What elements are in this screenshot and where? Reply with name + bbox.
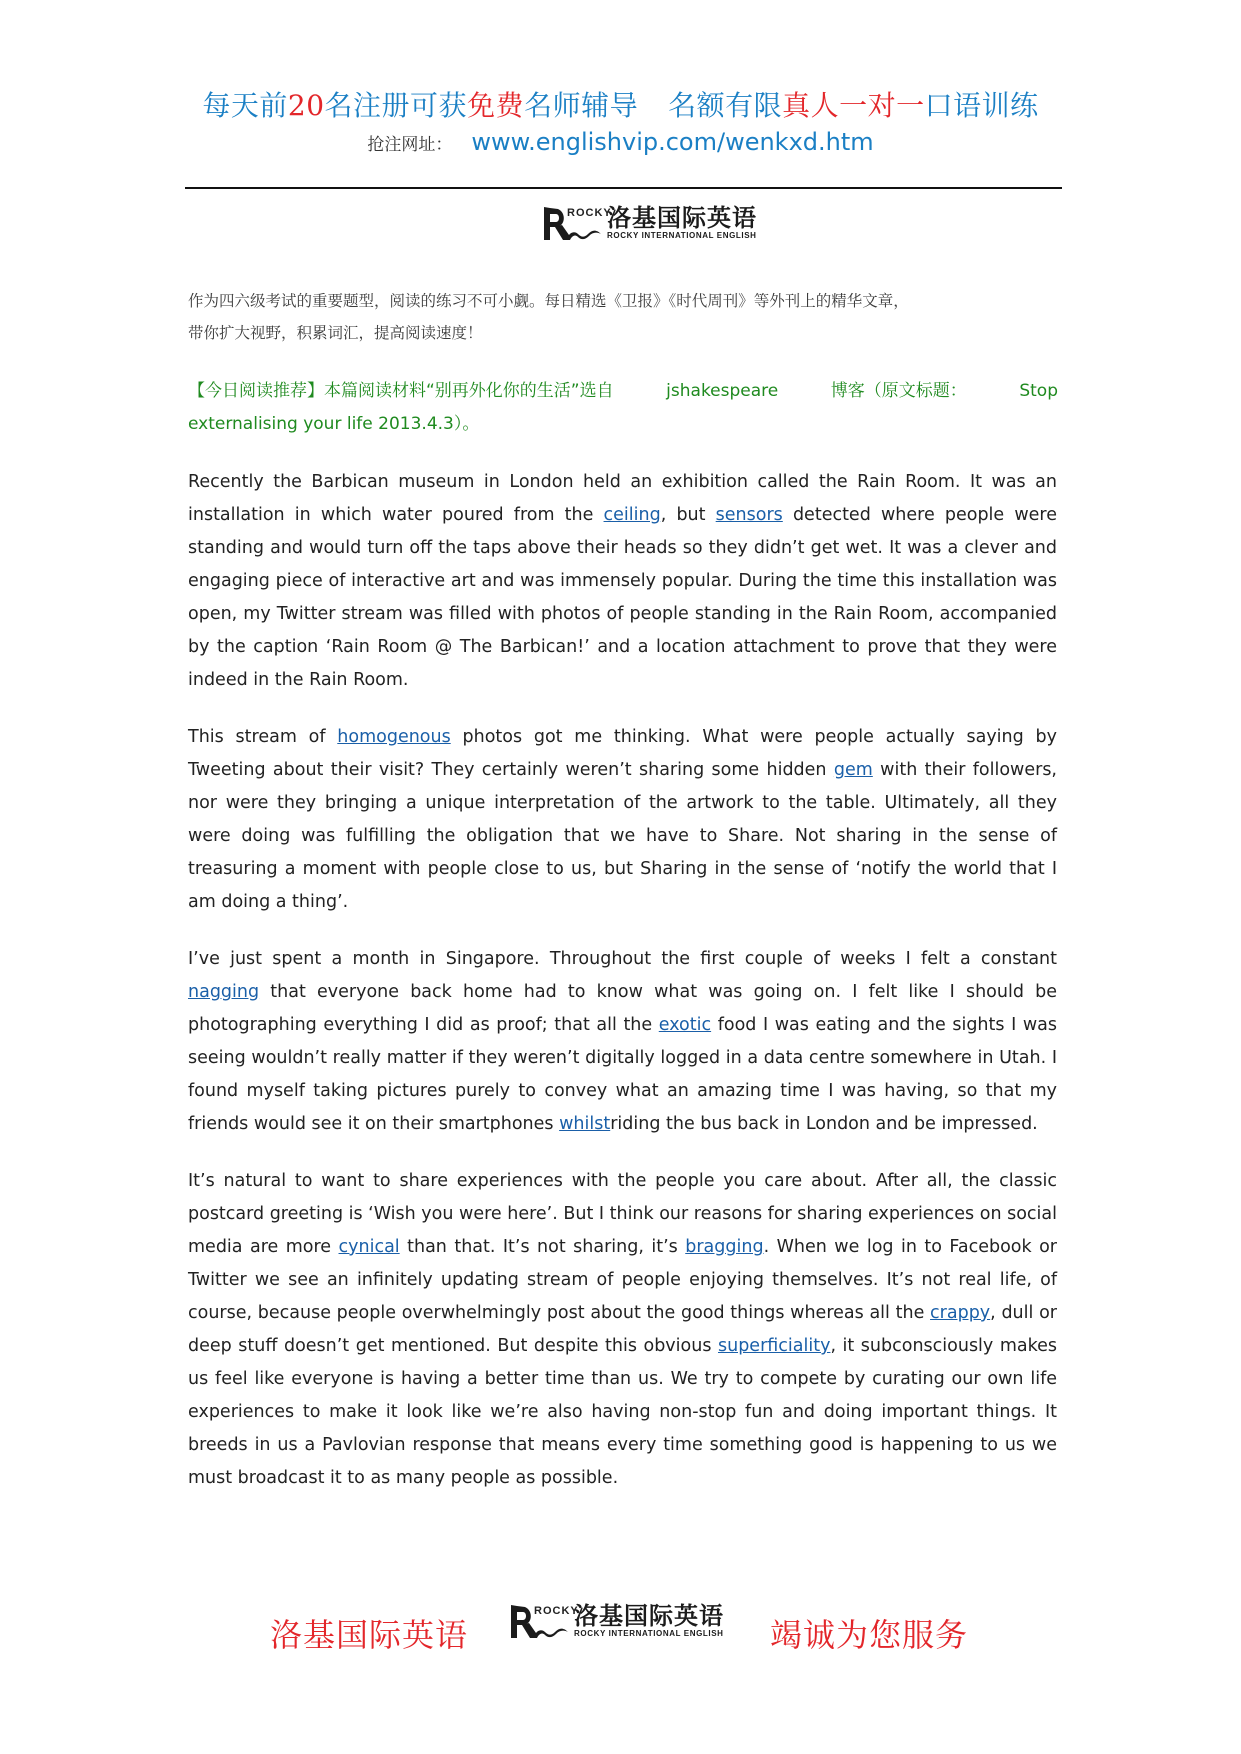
logo-chinese-name: 洛基国际英语 (574, 1602, 724, 1630)
logo-english-name: ROCKY INTERNATIONAL ENGLISH (607, 231, 757, 240)
intro-line: 带你扩大视野，积累词汇，提高阅读速度！ (188, 324, 483, 342)
paragraph-text: This stream of (188, 727, 338, 747)
vocabulary-link[interactable]: whilst (559, 1114, 611, 1134)
vocabulary-link[interactable]: superficiality (717, 1336, 831, 1356)
header-divider (185, 187, 1062, 189)
footer-slogan: 竭诚为您服务 (770, 1616, 969, 1654)
vocabulary-link[interactable]: exotic (658, 1015, 712, 1035)
recommendation-line (188, 375, 1058, 408)
paragraph-text: photos got me thinking. What were people actually saying by Tweeting about their visit? They certainly weren’t sharing some hidden (188, 727, 1057, 780)
article-body (188, 466, 1057, 1495)
paragraph-text: , dull or deep stuff doesn’t get mentioned. But despite this obvious (188, 1303, 1057, 1356)
paragraph-text: , it subconsciously makes us feel like everyone is having a better time than us. We try to compete by curating our own life experiences to make it look like we’re also having non-stop fun and doing important things. It breeds in us a Pavlovian response that means every time something good is happening to us we must broadcast it to as many people as possible. (188, 1336, 1057, 1488)
paragraph-text: , but (660, 505, 716, 525)
intro-text (188, 285, 1058, 349)
intro-line: 作为四六级考试的重要题型，阅读的练习不可小觑。每日精选《卫报》《时代周刊》等外刊上的精华文章， (188, 292, 909, 310)
recommendation-title: 【今日阅读推荐】本篇阅读材料“别再外化你的生活”选自 (188, 381, 614, 401)
promo-segment: 口语训练 (924, 89, 1039, 122)
article-paragraph (188, 466, 1057, 697)
rocky-logo-icon (541, 203, 612, 243)
recommendation-line: externalising your life 2013.4.3）。 (188, 414, 480, 434)
logo-english-name: ROCKY INTERNATIONAL ENGLISH (574, 1629, 724, 1638)
article-paragraph (188, 1165, 1057, 1495)
recommendation-source: jshakespeare (666, 381, 779, 401)
vocabulary-link[interactable]: ceiling (603, 505, 661, 525)
register-line (0, 128, 1241, 156)
promo-segment: 免费 (467, 89, 525, 122)
paragraph-text: detected where people were standing and would turn off the taps above their heads so they didn’t get wet. It was a clever and engaging piece of interactive art and was immensely popular. During the time this installation was open, my Twitter stream was filled with photos of people standing in the Rain Room, accompanied by the caption ‘Rain Room @ The Barbican!’ and a location attachment to prove that they were indeed in the Rain Room. (188, 505, 1057, 690)
promo-segment: 真人一对一 (782, 89, 925, 122)
rocky-logo-icon (508, 1601, 579, 1641)
article-paragraph (188, 943, 1057, 1141)
vocabulary-link[interactable]: gem (833, 760, 873, 780)
logo-text (574, 1603, 724, 1639)
footer-brand: 洛基国际英语 (270, 1616, 469, 1654)
svg-text:ROCKY: ROCKY (534, 1605, 579, 1617)
vocabulary-link[interactable]: homogenous (337, 727, 451, 747)
register-link[interactable]: www.englishvip.com/wenkxd.htm (471, 128, 874, 156)
vocabulary-link[interactable]: nagging (188, 982, 260, 1002)
article-paragraph (188, 721, 1057, 919)
header-logo (541, 203, 757, 243)
promo-banner (0, 86, 1241, 126)
paragraph-text: riding the bus back in London and be impressed. (610, 1114, 1038, 1134)
paragraph-text: that everyone back home had to know what was going on. I felt like I should be photographing everything I did as proof; that all the (188, 982, 1057, 1035)
vocabulary-link[interactable]: crappy (930, 1303, 991, 1323)
paragraph-text: It’s natural to want to share experiences with the people you care about. After all, the classic postcard greeting is ‘Wish you were here’. But I think our reasons for sharing experiences on social media are more (188, 1171, 1057, 1257)
paragraph-text: Recently the Barbican museum in London held an exhibition called the Rain Room. It was an installation in which water poured from the (188, 472, 1057, 525)
recommendation-original-label: 博客（原文标题： (830, 381, 967, 401)
promo-segment: 名师辅导 (524, 89, 639, 122)
paragraph-text: with their followers, nor were they bringing a unique interpretation of the artwork to the table. Ultimately, all they were doing was fulfilling the obligation that we have to Share. Not sharing in the sense of treasuring a moment with people close to us, but Sharing in the sense of ‘notify the world that I am doing a thing’. (188, 760, 1057, 912)
vocabulary-link[interactable]: cynical (338, 1237, 400, 1257)
promo-segment: 20 (287, 89, 325, 122)
vocabulary-link[interactable]: sensors (715, 505, 783, 525)
logo-chinese-name: 洛基国际英语 (607, 204, 757, 232)
footer-logo (508, 1601, 724, 1641)
svg-text:ROCKY: ROCKY (567, 207, 612, 219)
promo-segment: 每天前 (202, 89, 288, 122)
register-label: 抢注网址： (367, 135, 453, 155)
promo-segment: 名注册可获 (324, 89, 468, 122)
paragraph-text: I’ve just spent a month in Singapore. Throughout the first couple of weeks I felt a constant (188, 949, 1057, 969)
logo-text (607, 205, 757, 241)
reading-recommendation (188, 375, 1058, 441)
promo-segment: 名额有限 (668, 89, 783, 122)
recommendation-original-title: Stop (1019, 381, 1058, 401)
paragraph-text: than that. It’s not sharing, it’s (399, 1237, 686, 1257)
paragraph-text: food I was eating and the sights I was seeing wouldn’t really matter if they weren’t digitally logged in a data centre somewhere in Utah. I found myself taking pictures purely to convey what an amazing time I was having, so that my friends would see it on their smartphones (188, 1015, 1057, 1134)
vocabulary-link[interactable]: bragging (685, 1237, 764, 1257)
paragraph-text: . When we log in to Facebook or Twitter we see an infinitely updating stream of people enjoying themselves. It’s not real life, of course, because people overwhelmingly post about the good things whereas all the (188, 1237, 1057, 1323)
